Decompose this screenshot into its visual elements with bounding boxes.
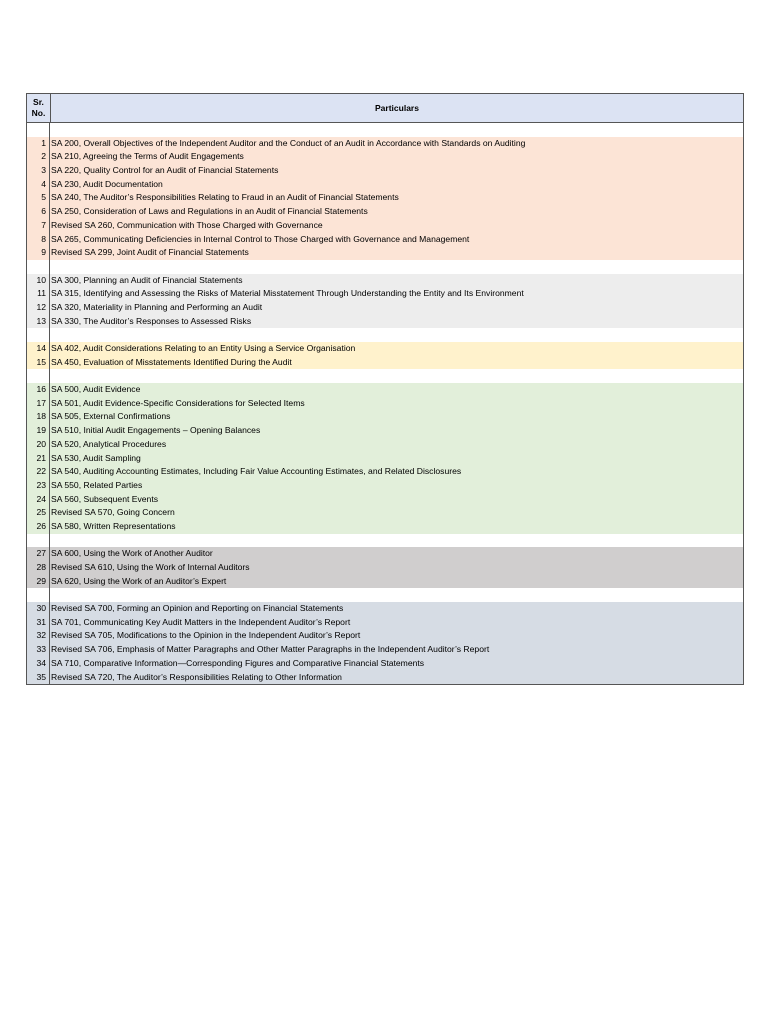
sr-no-cell: 30 [27,602,50,616]
particulars-cell: SA 620, Using the Work of an Auditor’s Expert [51,575,227,586]
table-row [27,410,743,424]
table-row [27,301,743,315]
sr-no-cell: 1 [27,137,50,151]
sr-no-cell: 10 [27,274,50,288]
sr-no-header [27,94,51,122]
table-row [27,356,743,370]
table-row [27,602,743,616]
particulars-cell: Revised SA 260, Communication with Those Charged with Governance [51,219,323,230]
sr-no-cell: 23 [27,479,50,493]
particulars-cell: SA 701, Communicating Key Audit Matters in the Independent Auditor’s Report [51,616,351,627]
sr-no-cell: 12 [27,301,50,315]
sr-no-cell: 8 [27,233,50,247]
particulars-cell: SA 240, The Auditor’s Responsibilities Relating to Fraud in an Audit of Financial Statements [51,192,399,203]
table-row [27,246,743,260]
table-row [27,561,743,575]
particulars-cell: SA 230, Audit Documentation [51,178,163,189]
particulars-cell: Revised SA 705, Modifications to the Opinion in the Independent Auditor’s Report [51,630,361,641]
sr-no-header-line2: No. [31,108,46,118]
table-row [27,493,743,507]
sr-no-cell: 26 [27,520,50,534]
particulars-cell: Revised SA 610, Using the Work of Internal Auditors [51,562,250,572]
particulars-cell: SA 540, Auditing Accounting Estimates, Including Fair Value Accounting Estimates, and Related Disclosures [51,466,462,477]
particulars-cell: SA 450, Evaluation of Misstatements Identified During the Audit [51,356,292,367]
group-spacer [27,588,743,602]
group-spacer [27,260,743,274]
table-header [27,94,743,123]
group-spacer [27,123,743,137]
particulars-cell: SA 550, Related Parties [51,479,143,490]
table-row [27,178,743,192]
particulars-cell: SA 530, Audit Sampling [51,452,141,463]
sr-no-cell: 27 [27,547,50,561]
sr-no-cell: 20 [27,438,50,452]
particulars-cell: SA 501, Audit Evidence-Specific Considerations for Selected Items [51,397,305,408]
particulars-cell: SA 510, Initial Audit Engagements – Opening Balances [51,425,261,436]
table-row [27,219,743,233]
particulars-cell: SA 315, Identifying and Assessing the Risks of Material Misstatement Through Understanding the Entity and Its Environment [51,288,524,299]
particulars-cell: Revised SA 720, The Auditor’s Responsibilities Relating to Other Information [51,671,342,682]
spacer-cell [27,369,50,383]
particulars-cell: Revised SA 299, Joint Audit of Financial Statements [51,247,249,258]
particulars-cell: SA 300, Planning an Audit of Financial Statements [51,274,243,285]
particulars-cell: SA 210, Agreeing the Terms of Audit Engagements [51,151,244,162]
sr-no-cell: 11 [27,287,50,301]
spacer-cell [27,588,50,602]
particulars-cell: Revised SA 706, Emphasis of Matter Paragraphs and Other Matter Paragraphs in the Independent Auditor’s Report [51,644,490,655]
particulars-cell: SA 250, Consideration of Laws and Regulations in an Audit of Financial Statements [51,206,368,217]
particulars-cell: SA 710, Comparative Information—Corresponding Figures and Comparative Financial Statements [51,657,425,668]
particulars-cell: SA 320, Materiality in Planning and Performing an Audit [51,301,263,312]
sr-no-cell: 5 [27,191,50,205]
sr-no-cell: 33 [27,643,50,657]
particulars-cell: SA 500, Audit Evidence [51,384,141,395]
sr-no-cell: 13 [27,315,50,329]
table-row [27,575,743,589]
group-spacer [27,328,743,342]
spacer-cell [27,328,50,342]
table-row [27,643,743,657]
particulars-cell: SA 220, Quality Control for an Audit of Financial Statements [51,165,279,176]
sr-no-cell: 21 [27,452,50,466]
sr-no-cell: 34 [27,657,50,671]
particulars-cell: SA 330, The Auditor’s Responses to Assessed Risks [51,315,252,326]
particulars-cell: SA 560, Subsequent Events [51,493,159,504]
sr-no-cell: 18 [27,410,50,424]
particulars-cell: SA 600, Using the Work of Another Auditor [51,548,213,559]
sr-no-cell: 22 [27,465,50,479]
particulars-cell: SA 265, Communicating Deficiencies in Internal Control to Those Charged with Governance and Management [51,233,470,244]
table-row [27,424,743,438]
table-row [27,191,743,205]
particulars-cell: Revised SA 570, Going Concern [51,507,175,518]
table-row [27,137,743,151]
sr-no-cell: 9 [27,246,50,260]
sr-no-cell: 4 [27,178,50,192]
particulars-cell: SA 580, Written Representations [51,520,176,531]
table-row [27,438,743,452]
table-row [27,547,743,561]
table-row [27,315,743,329]
table-row [27,520,743,534]
spacer-cell [27,123,50,137]
table-row [27,205,743,219]
sr-no-cell: 14 [27,342,50,356]
sr-no-cell: 3 [27,164,50,178]
sr-no-header-line1: Sr. [33,97,44,107]
particulars-cell: Revised SA 700, Forming an Opinion and Reporting on Financial Statements [51,603,344,614]
sr-no-cell: 6 [27,205,50,219]
sr-no-cell: 24 [27,493,50,507]
table-row [27,342,743,356]
spacer-cell [27,260,50,274]
sr-no-cell: 35 [27,671,50,685]
table-body [27,123,743,684]
sr-no-cell: 16 [27,383,50,397]
sr-no-cell: 29 [27,575,50,589]
table-row [27,233,743,247]
table-row [27,506,743,520]
sr-no-cell: 2 [27,150,50,164]
sr-no-cell: 31 [27,616,50,630]
table-row [27,452,743,466]
table-row [27,150,743,164]
table-row [27,287,743,301]
sr-no-cell: 32 [27,629,50,643]
spacer-cell [27,534,50,548]
particulars-cell: SA 520, Analytical Procedures [51,438,167,449]
sr-no-cell: 7 [27,219,50,233]
table-row [27,616,743,630]
sr-no-cell: 15 [27,356,50,370]
table-row [27,657,743,671]
group-spacer [27,369,743,383]
group-spacer [27,534,743,548]
sr-no-cell: 17 [27,397,50,411]
particulars-cell: SA 200, Overall Objectives of the Independent Auditor and the Conduct of an Audit in Accordance with Standards on Auditing [51,137,526,148]
sr-no-cell: 28 [27,561,50,575]
particulars-header: Particulars [375,103,419,113]
table-row [27,383,743,397]
table-row [27,479,743,493]
standards-table [26,93,744,685]
sr-no-cell: 19 [27,424,50,438]
table-row [27,274,743,288]
table-row [27,397,743,411]
sr-no-cell: 25 [27,506,50,520]
table-row [27,671,743,685]
table-row [27,629,743,643]
table-row [27,164,743,178]
particulars-cell: SA 505, External Confirmations [51,411,171,422]
table-row [27,465,743,479]
particulars-cell: SA 402, Audit Considerations Relating to an Entity Using a Service Organisation [51,343,356,353]
